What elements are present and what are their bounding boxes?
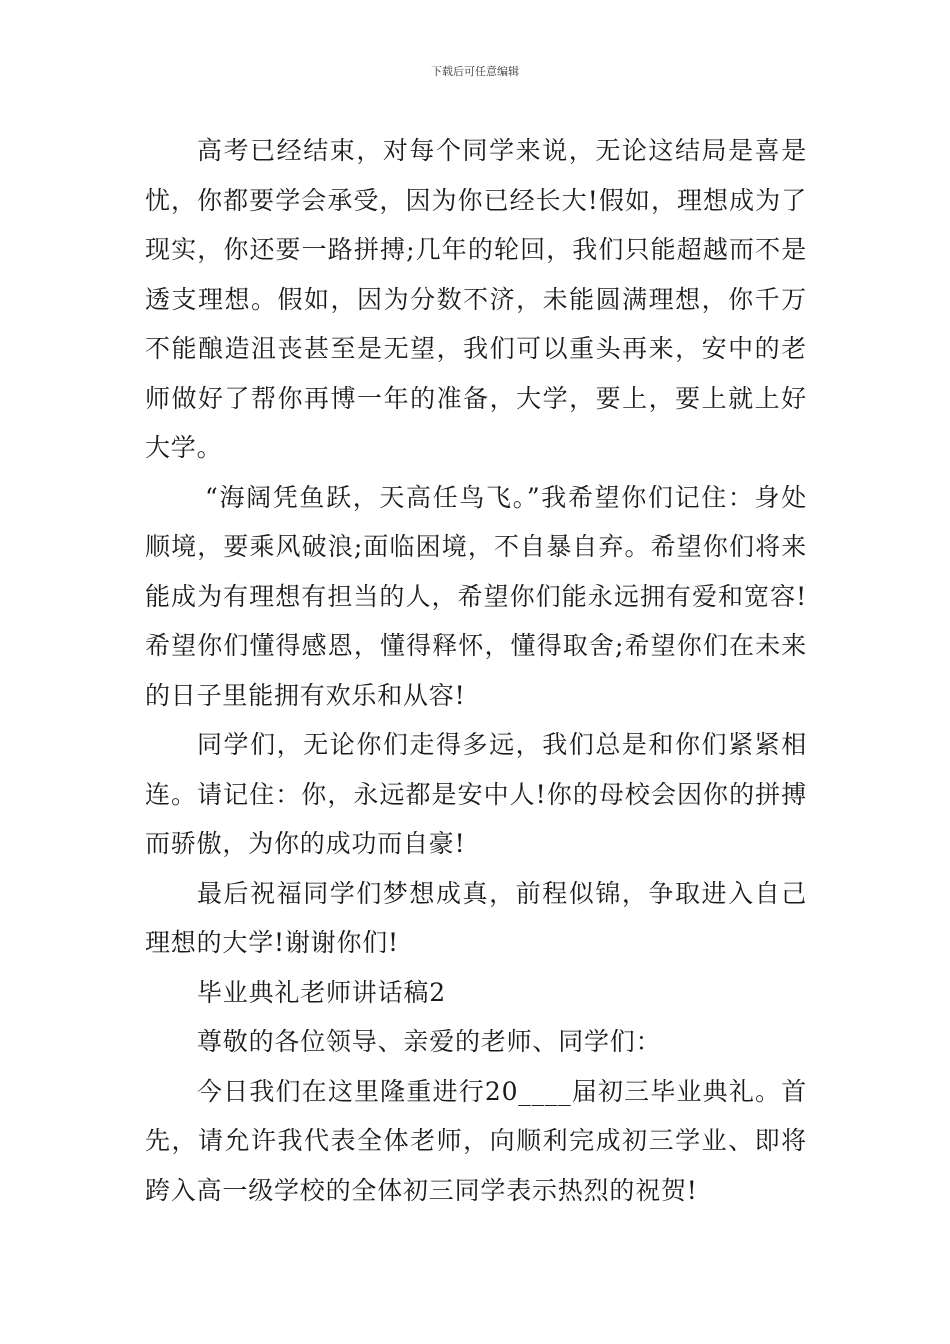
paragraph-ceremony-intro: 今日我们在这里隆重进行20____届初三毕业典礼。首先，请允许我代表全体老师，向顺利完成初三学业、即将跨入高一级学校的全体初三同学表示热烈的祝贺! <box>145 1076 807 1205</box>
page-header-note: 下载后可任意编辑 <box>431 65 519 78</box>
section-title-speech-2: 毕业典礼老师讲话稿2 <box>197 977 446 1007</box>
paragraph-sea-sky-quote: “海阔凭鱼跃，天高任鸟飞。”我希望你们记住：身处顺境，要乘风破浪;面临困境，不自暴自弃。希望你们将来能成为有理想有担当的人，希望你们能永远拥有爱和宽容!希望你们懂得感恩，懂得释怀，懂得取舍;希望你们在未来的日子里能拥有欢乐和从容! <box>145 482 807 710</box>
document-body <box>145 126 807 1215</box>
paragraph-salutation: 尊敬的各位领导、亲爱的老师、同学们： <box>197 1027 662 1056</box>
paragraph-final-blessing: 最后祝福同学们梦想成真，前程似锦，争取进入自己理想的大学!谢谢你们! <box>145 878 807 957</box>
paragraph-always-connected: 同学们，无论你们走得多远，我们总是和你们紧紧相连。请记住：你，永远都是安中人!你的母校会因你的拼搏而骄傲，为你的成功而自豪! <box>145 730 807 858</box>
paragraph-exam-ended: 高考已经结束，对每个同学来说，无论这结局是喜是忧，你都要学会承受，因为你已经长大!假如，理想成为了现实，你还要一路拼搏;几年的轮回，我们只能超越而不是透支理想。假如，因为分数不济，未能圆满理想，你千万不能酿造沮丧甚至是无望，我们可以重头再来，安中的老师做好了帮你再博一年的准备，大学，要上，要上就上好大学。 <box>145 136 807 462</box>
